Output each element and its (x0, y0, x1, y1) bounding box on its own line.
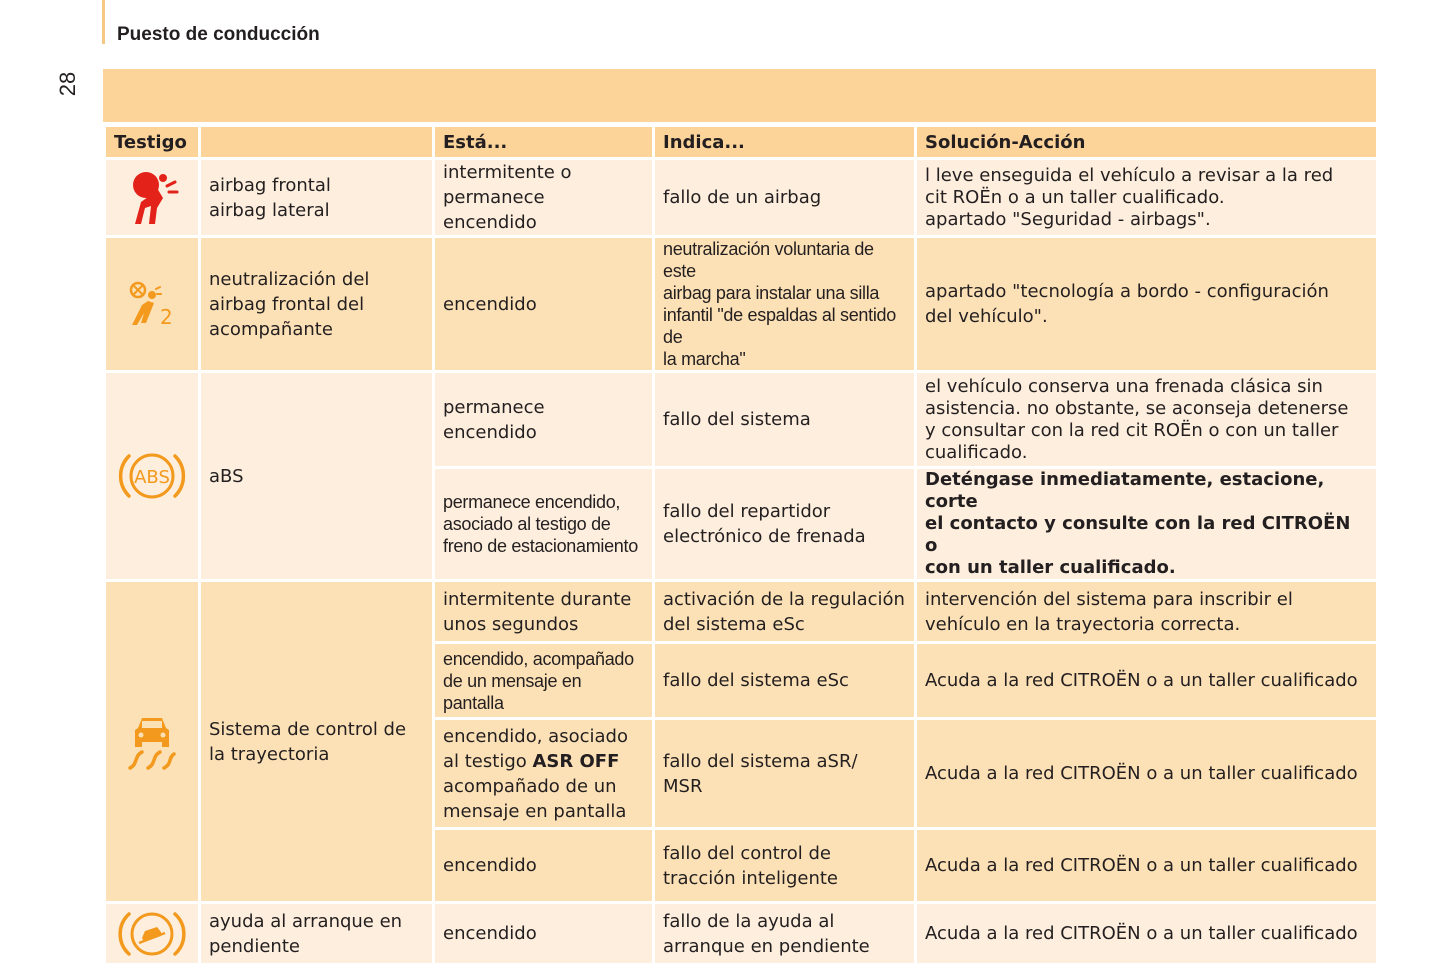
column-header-indica: Indica... (654, 126, 916, 159)
asr-off-label: ASR OFF (532, 750, 620, 772)
indicates-cell: fallo del sistema aSR/ MSR (654, 719, 916, 829)
icon-cell (105, 159, 200, 237)
table-row (105, 581, 1378, 643)
description-cell: airbag frontal airbag lateral (200, 159, 434, 237)
action-cell: el vehículo conserva una frenada clásica sin asistencia. no obstante, se aconseja detenerse y consultar con la red cit ROËn o con un taller cualificado. (916, 372, 1378, 468)
svg-text:ABS: ABS (134, 467, 170, 488)
section-title: Puesto de conducción (117, 24, 320, 45)
action-cell: apartado "tecnología a bordo - configuración del vehículo". (916, 237, 1378, 372)
table-row (105, 237, 1378, 372)
icon-cell (105, 237, 200, 372)
action-cell: Acuda a la red CITROËN o a un taller cualificado (916, 903, 1378, 965)
icon-cell (105, 581, 200, 903)
description-cell: neutralización del airbag frontal del acompañante (200, 237, 434, 372)
column-header-solucion: Solución-Acción (916, 126, 1378, 159)
state-cell: permanece encendido (434, 372, 654, 468)
state-cell: encendido (434, 829, 654, 903)
indicates-cell: fallo del repartidor electrónico de frenada (654, 468, 916, 581)
state-cell: intermitente o permanece encendido (434, 159, 654, 237)
side-rule (102, 0, 105, 44)
table-row (105, 903, 1378, 965)
table-row (105, 372, 1378, 468)
passenger-airbag-off-icon (124, 281, 180, 327)
action-cell: Acuda a la red CITROËN o a un taller cualificado (916, 643, 1378, 719)
state-cell: encendido (434, 237, 654, 372)
action-cell: l leve enseguida el vehículo a revisar a la red cit ROËn o a un taller cualificado. apartado "Seguridad - airbags". (916, 159, 1378, 237)
indicates-cell: fallo del sistema eSc (654, 643, 916, 719)
icon-cell (105, 903, 200, 965)
indicates-cell: fallo de la ayuda al arranque en pendiente (654, 903, 916, 965)
action-cell: Acuda a la red CITROËN o a un taller cualificado (916, 719, 1378, 829)
abs-warning-icon (117, 446, 187, 506)
column-header-description (200, 126, 434, 159)
description-cell: Sistema de control de la trayectoria (200, 581, 434, 903)
table-row (105, 159, 1378, 237)
stability-control-icon (124, 712, 180, 772)
column-header-testigo: Testigo (105, 126, 200, 159)
state-cell: encendido, acompañado de un mensaje en pantalla (434, 643, 654, 719)
airbag-warning-icon (121, 168, 183, 228)
state-cell: encendido (434, 903, 654, 965)
indicates-cell: activación de la regulación del sistema eSc (654, 581, 916, 643)
description-cell: aBS (200, 372, 434, 581)
icon-cell (105, 372, 200, 581)
table-header-row (105, 126, 1378, 159)
hill-start-assist-icon (117, 905, 187, 963)
svg-text:2: 2 (160, 305, 173, 327)
action-cell: intervención del sistema para inscribir el vehículo en la trayectoria correcta. (916, 581, 1378, 643)
state-cell: intermitente durante unos segundos (434, 581, 654, 643)
action-cell: Deténgase inmediatamente, estacione, corte el contacto y consulte con la red CITROËN o con un taller cualificado. (916, 468, 1378, 581)
page-number: 28 (55, 71, 80, 97)
description-cell: ayuda al arranque en pendiente (200, 903, 434, 965)
column-header-esta: Está... (434, 126, 654, 159)
warning-lights-table (103, 124, 1379, 966)
indicates-cell: neutralización voluntaria de este airbag para instalar una silla infantil "de espaldas al sentido de la marcha" (654, 237, 916, 372)
table-header-band (103, 69, 1376, 122)
indicates-cell: fallo del sistema (654, 372, 916, 468)
indicates-cell: fallo del control de tracción inteligente (654, 829, 916, 903)
action-cell: Acuda a la red CITROËN o a un taller cualificado (916, 829, 1378, 903)
state-cell: encendido, asociado al testigo ASR OFF acompañado de un mensaje en pantalla (434, 719, 654, 829)
state-cell: permanece encendido, asociado al testigo de freno de estacionamiento (434, 468, 654, 581)
indicates-cell: fallo de un airbag (654, 159, 916, 237)
